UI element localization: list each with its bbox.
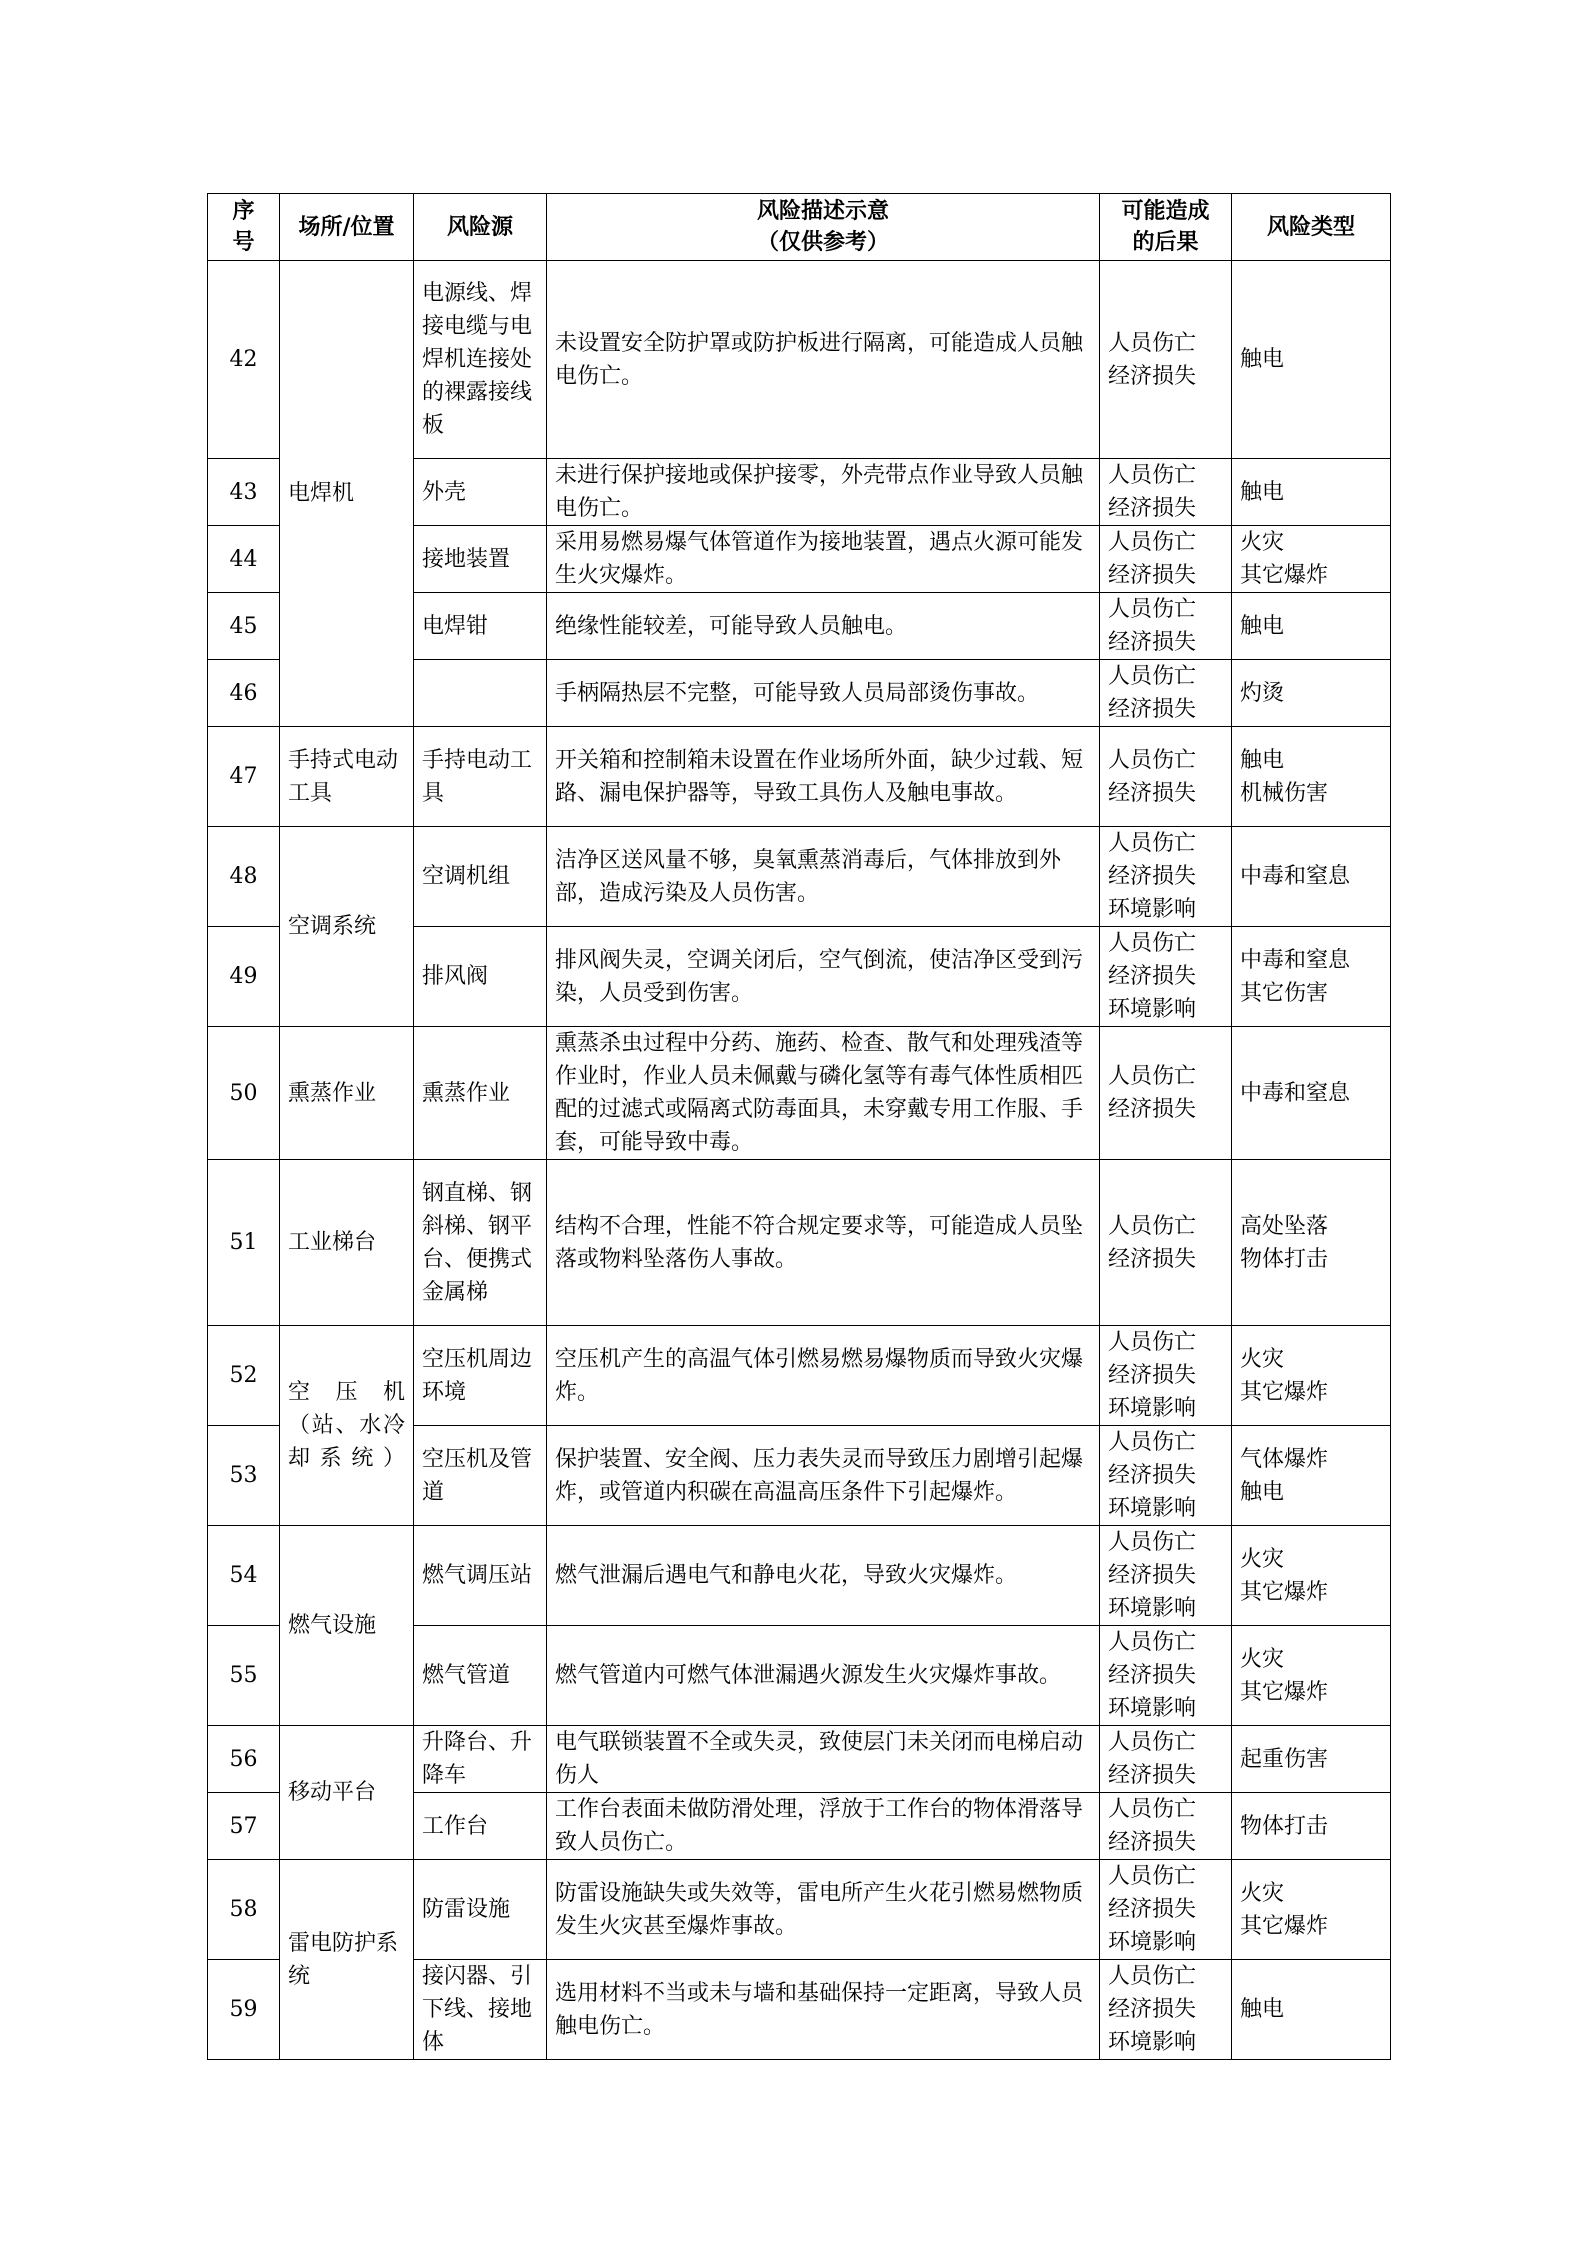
consequence-cell: 人员伤亡 经济损失 (1100, 1160, 1232, 1326)
row-number: 54 (208, 1526, 280, 1626)
risk-description-cell: 开关箱和控制箱未设置在作业场所外面，缺少过载、短路、漏电保护器等，导致工具伤人及触电事故。 (547, 727, 1100, 827)
risk-source-cell: 钢直梯、钢斜梯、钢平台、便携式金属梯 (414, 1160, 547, 1326)
row-number: 45 (208, 593, 280, 660)
consequence-cell: 人员伤亡 经济损失 (1100, 727, 1232, 827)
header-consequence (1100, 194, 1232, 261)
risk-table (207, 193, 1391, 2060)
row-number: 43 (208, 459, 280, 526)
header-source-text: 风险源 (446, 213, 513, 240)
risk-type-cell: 触电 机械伤害 (1232, 727, 1391, 827)
risk-type-cell: 气体爆炸 触电 (1232, 1426, 1391, 1526)
consequence-cell: 人员伤亡 经济损失 环境影响 (1100, 1326, 1232, 1426)
table-row (208, 1726, 1391, 1793)
risk-type-cell: 火灾 其它爆炸 (1232, 1326, 1391, 1426)
risk-description-cell: 未进行保护接地或保护接零，外壳带点作业导致人员触电伤亡。 (547, 459, 1100, 526)
risk-description-cell: 空压机产生的高温气体引燃易燃易爆物质而导致火灾爆炸。 (547, 1326, 1100, 1426)
row-number: 47 (208, 727, 280, 827)
risk-source-cell: 工作台 (414, 1793, 547, 1860)
risk-type-cell: 高处坠落 物体打击 (1232, 1160, 1391, 1326)
risk-source-cell: 升降台、升降车 (414, 1726, 547, 1793)
header-location (280, 194, 414, 261)
risk-description-cell: 保护装置、安全阀、压力表失灵而导致压力剧增引起爆炸，或管道内积碳在高温高压条件下引起爆炸。 (547, 1426, 1100, 1526)
risk-type-cell: 火灾 其它爆炸 (1232, 1626, 1391, 1726)
risk-description-cell: 防雷设施缺失或失效等，雷电所产生火花引燃易燃物质发生火灾甚至爆炸事故。 (547, 1860, 1100, 1960)
row-number: 55 (208, 1626, 280, 1726)
consequence-cell: 人员伤亡 经济损失 环境影响 (1100, 827, 1232, 927)
risk-type-cell: 中毒和窒息 (1232, 1027, 1391, 1160)
consequence-cell: 人员伤亡 经济损失 (1100, 1027, 1232, 1160)
row-number: 49 (208, 927, 280, 1027)
row-number: 56 (208, 1726, 280, 1793)
table-row (208, 261, 1391, 459)
table-row (208, 1027, 1391, 1160)
consequence-cell: 人员伤亡 经济损失 (1100, 1793, 1232, 1860)
location-cell: 电焊机 (280, 261, 414, 727)
risk-description-cell: 结构不合理，性能不符合规定要求等，可能造成人员坠落或物料坠落伤人事故。 (547, 1160, 1100, 1326)
risk-type-cell: 火灾 其它爆炸 (1232, 1526, 1391, 1626)
risk-source-cell: 熏蒸作业 (414, 1027, 547, 1160)
location-cell: 熏蒸作业 (280, 1027, 414, 1160)
risk-description-cell: 手柄隔热层不完整，可能导致人员局部烫伤事故。 (547, 660, 1100, 727)
header-no-text: 序 号 (232, 198, 255, 255)
header-description (547, 194, 1100, 261)
location-cell: 空调系统 (280, 827, 414, 1027)
risk-description-cell: 未设置安全防护罩或防护板进行隔离，可能造成人员触电伤亡。 (547, 261, 1100, 459)
row-number: 51 (208, 1160, 280, 1326)
risk-description-cell: 电气联锁装置不全或失灵，致使层门未关闭而电梯启动伤人 (547, 1726, 1100, 1793)
risk-description-cell: 绝缘性能较差，可能导致人员触电。 (547, 593, 1100, 660)
header-consequence-text: 可能造成 的后果 (1121, 198, 1210, 255)
header-risk-type-text: 风险类型 (1266, 213, 1355, 240)
consequence-cell: 人员伤亡 经济损失 环境影响 (1100, 1860, 1232, 1960)
table-row (208, 827, 1391, 927)
row-number: 44 (208, 526, 280, 593)
risk-source-cell: 接闪器、引下线、接地体 (414, 1960, 547, 2060)
risk-type-cell: 中毒和窒息 (1232, 827, 1391, 927)
row-number: 42 (208, 261, 280, 459)
risk-type-cell: 灼烫 (1232, 660, 1391, 727)
row-number: 48 (208, 827, 280, 927)
location-cell: 手持式电动工具 (280, 727, 414, 827)
table-row (208, 1526, 1391, 1626)
risk-type-cell: 火灾 其它爆炸 (1232, 1860, 1391, 1960)
row-number: 52 (208, 1326, 280, 1426)
risk-description-cell: 洁净区送风量不够，臭氧熏蒸消毒后，气体排放到外部，造成污染及人员伤害。 (547, 827, 1100, 927)
risk-description-cell: 采用易燃易爆气体管道作为接地装置，遇点火源可能发生火灾爆炸。 (547, 526, 1100, 593)
consequence-cell: 人员伤亡 经济损失 环境影响 (1100, 1426, 1232, 1526)
risk-source-cell: 燃气管道 (414, 1626, 547, 1726)
row-number: 53 (208, 1426, 280, 1526)
consequence-cell: 人员伤亡 经济损失 环境影响 (1100, 1626, 1232, 1726)
risk-description-cell: 燃气泄漏后遇电气和静电火花，导致火灾爆炸。 (547, 1526, 1100, 1626)
risk-source-cell: 空压机周边环境 (414, 1326, 547, 1426)
row-number: 59 (208, 1960, 280, 2060)
risk-type-cell: 触电 (1232, 261, 1391, 459)
consequence-cell: 人员伤亡 经济损失 (1100, 526, 1232, 593)
risk-type-cell: 触电 (1232, 1960, 1391, 2060)
risk-description-cell: 熏蒸杀虫过程中分药、施药、检查、散气和处理残渣等作业时，作业人员未佩戴与磷化氢等有毒气体性质相匹配的过滤式或隔离式防毒面具，未穿戴专用工作服、手套，可能导致中毒。 (547, 1027, 1100, 1160)
table-body (208, 261, 1391, 2060)
row-number: 46 (208, 660, 280, 727)
table-row (208, 1326, 1391, 1426)
table-row (208, 1860, 1391, 1960)
table-row (208, 1160, 1391, 1326)
risk-description-cell: 选用材料不当或未与墙和基础保持一定距离，导致人员触电伤亡。 (547, 1960, 1100, 2060)
risk-source-cell: 空调机组 (414, 827, 547, 927)
risk-source-cell: 外壳 (414, 459, 547, 526)
location-cell: 燃气设施 (280, 1526, 414, 1726)
risk-source-cell: 防雷设施 (414, 1860, 547, 1960)
risk-source-cell (414, 660, 547, 727)
risk-description-cell: 燃气管道内可燃气体泄漏遇火源发生火灾爆炸事故。 (547, 1626, 1100, 1726)
risk-source-cell: 手持电动工具 (414, 727, 547, 827)
header-no (208, 194, 280, 261)
risk-source-cell: 接地装置 (414, 526, 547, 593)
risk-type-cell: 物体打击 (1232, 1793, 1391, 1860)
header-source (414, 194, 547, 261)
risk-source-cell: 电源线、焊接电缆与电焊机连接处的裸露接线板 (414, 261, 547, 459)
row-number: 50 (208, 1027, 280, 1160)
consequence-cell: 人员伤亡 经济损失 (1100, 261, 1232, 459)
risk-description-cell: 排风阀失灵，空调关闭后，空气倒流，使洁净区受到污染，人员受到伤害。 (547, 927, 1100, 1027)
risk-type-cell: 中毒和窒息 其它伤害 (1232, 927, 1391, 1027)
location-cell: 工业梯台 (280, 1160, 414, 1326)
table-row (208, 727, 1391, 827)
consequence-cell: 人员伤亡 经济损失 环境影响 (1100, 1960, 1232, 2060)
risk-type-cell: 触电 (1232, 593, 1391, 660)
risk-source-cell: 排风阀 (414, 927, 547, 1027)
risk-description-cell: 工作台表面未做防滑处理，浮放于工作台的物体滑落导致人员伤亡。 (547, 1793, 1100, 1860)
table-header-row (208, 194, 1391, 261)
consequence-cell: 人员伤亡 经济损失 环境影响 (1100, 927, 1232, 1027)
risk-type-cell: 起重伤害 (1232, 1726, 1391, 1793)
header-description-text: 风险描述示意 （仅供参考） (756, 198, 889, 255)
consequence-cell: 人员伤亡 经济损失 (1100, 593, 1232, 660)
consequence-cell: 人员伤亡 经济损失 (1100, 459, 1232, 526)
location-cell: 雷电防护系统 (280, 1860, 414, 2060)
row-number: 57 (208, 1793, 280, 1860)
risk-type-cell: 触电 (1232, 459, 1391, 526)
location-cell: 移动平台 (280, 1726, 414, 1860)
row-number: 58 (208, 1860, 280, 1960)
header-location-text: 场所/位置 (298, 213, 395, 240)
header-risk-type (1232, 194, 1391, 261)
consequence-cell: 人员伤亡 经济损失 (1100, 1726, 1232, 1793)
risk-source-cell: 电焊钳 (414, 593, 547, 660)
consequence-cell: 人员伤亡 经济损失 环境影响 (1100, 1526, 1232, 1626)
risk-source-cell: 燃气调压站 (414, 1526, 547, 1626)
location-cell: 空压机（站、水冷却系统） (280, 1326, 414, 1526)
risk-type-cell: 火灾 其它爆炸 (1232, 526, 1391, 593)
risk-source-cell: 空压机及管道 (414, 1426, 547, 1526)
consequence-cell: 人员伤亡 经济损失 (1100, 660, 1232, 727)
